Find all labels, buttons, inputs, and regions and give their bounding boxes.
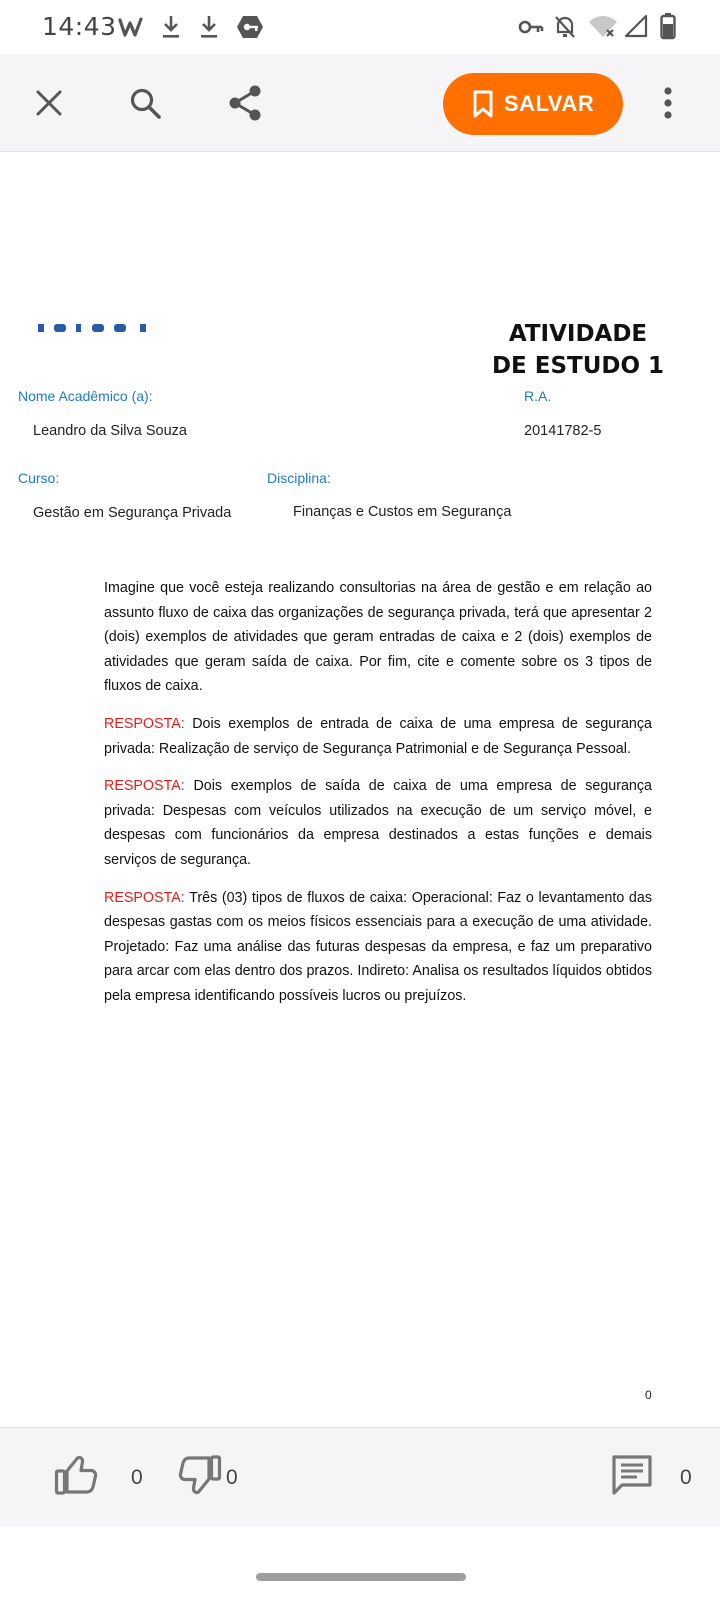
share-icon	[228, 85, 262, 121]
key-icon	[518, 18, 544, 36]
document-page	[0, 152, 720, 1427]
close-button[interactable]	[26, 80, 72, 126]
answer-text: Dois exemplos de entrada de caixa de uma empresa de segurança privada: Realização de serviço de Segurança Patrimonial e de Segurança Pessoal.	[104, 715, 652, 757]
search-button[interactable]	[122, 80, 168, 126]
answer-paragraph	[104, 886, 652, 1009]
app-toolbar	[0, 54, 720, 152]
comment-count: 0	[680, 1466, 692, 1489]
more-vert-icon	[663, 87, 673, 119]
thumb-down-icon	[178, 1454, 222, 1496]
answer-label: RESPOSTA:	[104, 778, 185, 795]
discipline-label: Disciplina:	[267, 470, 331, 486]
answer-label: RESPOSTA:	[104, 715, 185, 732]
document-title	[478, 318, 678, 382]
action-bar	[0, 1427, 720, 1527]
download-icon	[160, 14, 182, 40]
dislike-count: 0	[226, 1466, 238, 1489]
like-button[interactable]	[54, 1454, 98, 1501]
course-value: Gestão em Segurança Privada	[33, 505, 232, 521]
status-bar	[0, 0, 720, 54]
title-line-2: DE ESTUDO 1	[491, 353, 665, 379]
logo-fragment	[36, 324, 156, 332]
search-icon	[129, 87, 161, 119]
answer-paragraph	[104, 774, 652, 872]
question-paragraph: Imagine que você esteja realizando consultorias na área de gestão e em relação ao assunto fluxo de caixa das organizações de segurança privada, terá que apresentar 2 (dois) exemplos de atividades que geram entradas de caixa e 2 (dois) exemplos de atividades que geram saída de caixa. Por fim, cite e comente sobre os 3 tipos de fluxos de caixa.	[104, 580, 652, 695]
comment-button[interactable]	[611, 1454, 653, 1501]
answer-paragraph	[104, 712, 652, 761]
save-button[interactable]	[443, 73, 623, 135]
share-button[interactable]	[222, 80, 268, 126]
vpn-key-icon	[236, 14, 264, 40]
like-count: 0	[131, 1466, 143, 1489]
signal-icon	[624, 14, 648, 38]
battery-icon	[660, 12, 676, 40]
answer-label: RESPOSTA:	[104, 889, 185, 906]
course-label: Curso:	[18, 470, 60, 486]
more-options-button[interactable]	[648, 80, 688, 126]
ra-label: R.A.	[524, 388, 552, 404]
document-body	[104, 576, 652, 1022]
thumb-up-icon	[54, 1454, 98, 1496]
title-line-1: ATIVIDADE	[508, 321, 648, 347]
discipline-value: Finanças e Custos em Segurança	[293, 504, 512, 520]
save-button-label: SALVAR	[503, 91, 595, 116]
dislike-button[interactable]	[178, 1454, 222, 1501]
wattpad-icon	[118, 16, 148, 38]
comment-icon	[611, 1454, 653, 1496]
student-name-value: Leandro da Silva Souza	[33, 423, 187, 439]
bookmark-icon	[472, 90, 494, 118]
wifi-off-icon	[588, 14, 618, 38]
close-icon	[35, 89, 63, 117]
notifications-off-icon	[553, 14, 577, 40]
ra-value: 20141782-5	[524, 423, 602, 439]
answer-text: Dois exemplos de saída de caixa de uma empresa de segurança privada: Despesas com veículos utilizados na execução de um serviço móvel, e despesas com funcionários da empresa destinados a estas funções e demais serviços de segurança.	[104, 778, 652, 868]
download-icon	[198, 14, 220, 40]
student-name-label: Nome Acadêmico (a):	[18, 388, 153, 404]
page-number: 0	[645, 1388, 652, 1402]
answer-text: Três (03) tipos de fluxos de caixa: Operacional: Faz o levantamento das despesas gastas com os meios físicos essenciais para a execução de uma atividade. Projetado: Faz uma análise das futuras despesas da empresa, e faz um preparativo para arcar com elas dentro dos prazos. Indireto: Analisa os resultados líquidos obtidos pela empresa identificando possíveis lucros ou prejuízos.	[104, 889, 652, 1004]
gesture-nav-handle[interactable]	[256, 1573, 466, 1581]
status-time: 14:43	[42, 12, 117, 41]
